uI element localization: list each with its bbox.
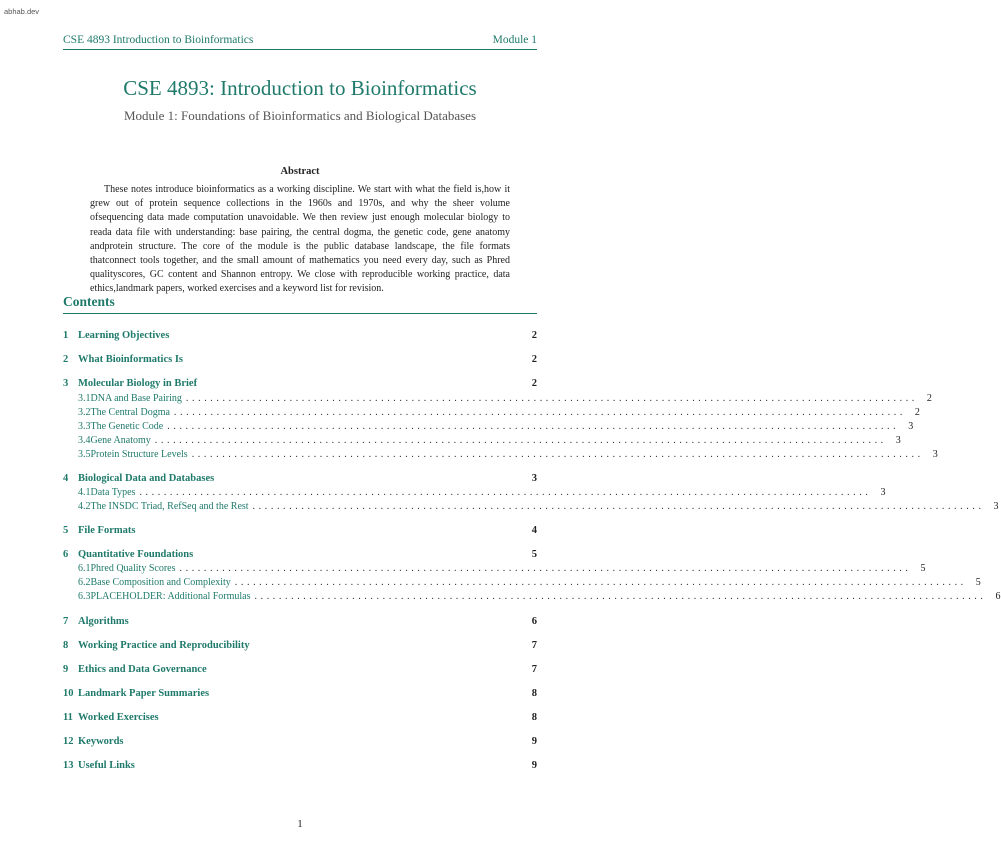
toc-entry-title: Learning Objectives — [78, 330, 170, 341]
toc-entry-number: 13 — [63, 760, 74, 771]
toc-section-entry[interactable] — [63, 664, 537, 675]
toc-subsection-entry[interactable] — [63, 407, 920, 418]
toc-entry-number: 8 — [63, 640, 69, 651]
toc-entry-page: 2 — [531, 378, 537, 389]
toc-entry-number: 11 — [63, 712, 73, 723]
toc-entry-number: 10 — [63, 688, 74, 699]
running-head-left: CSE 4893 Introduction to Bioinformatics — [63, 34, 254, 46]
toc-entry-title: The Genetic Code — [90, 421, 164, 432]
toc-entry-page: 3 — [908, 421, 914, 432]
toc-entry-title: File Formats — [78, 525, 136, 536]
toc-entry-title: What Bioinformatics Is — [78, 354, 183, 365]
toc-entry-page: 5 — [531, 549, 537, 560]
toc-entry-page: 6 — [531, 616, 537, 627]
toc-entry-title: Gene Anatomy — [90, 435, 151, 446]
toc-leader-dots: ........................................................................................................................ — [191, 449, 924, 460]
toc-entry-title: Quantitative Foundations — [78, 549, 194, 560]
toc-entry-number: 12 — [63, 736, 74, 747]
toc-entry-number: 3.2 — [78, 407, 91, 418]
toc-entry-title: Biological Data and Databases — [78, 473, 215, 484]
toc-entry-title: Protein Structure Levels — [90, 449, 188, 460]
toc-subsection-entry[interactable] — [63, 591, 1001, 602]
toc-entry-page: 7 — [531, 664, 537, 675]
toc-entry-title: Landmark Paper Summaries — [78, 688, 210, 699]
document-title: CSE 4893: Introduction to Bioinformatics — [123, 76, 477, 100]
toc-leader-dots: ........................................................................................................................ — [254, 591, 987, 602]
toc-entry-number: 3.3 — [78, 421, 91, 432]
toc-entry-title: Phred Quality Scores — [90, 563, 176, 574]
page-number: 1 — [297, 818, 303, 830]
running-head-right: Module 1 — [492, 34, 537, 46]
toc-section-entry[interactable] — [63, 736, 537, 747]
abstract-body: These notes introduce bioinformatics as a working discipline. We start with what the field is,how it grew out of protein sequence collections in the 1960s and 1970s, and why the sheer volume ofsequencing data made computation unavoidable. We then review just enough molecular biology to reada data file with understanding: base pairing, the central dogma, the genetic code, gene anatomy andprotein structure. The core of the module is the public database landscape, the file formats thatconnect tools together, and the small amount of mathematics you need every day, such as Phred qualityscores, GC content and Shannon entropy. We close with reproducible working practice, data ethics,landmark papers, worked exercises and a keyword list for revision. — [90, 184, 510, 295]
toc-entry-number: 6.1 — [78, 563, 91, 574]
toc-entry-number: 3.1 — [78, 393, 91, 404]
running-head — [63, 34, 537, 50]
toc-leader-dots: ........................................................................................................................ — [167, 421, 900, 432]
toc-section-entry[interactable] — [63, 330, 537, 341]
toc-leader-dots: ........................................................................................................................ — [179, 563, 912, 574]
watermark: abhab.dev — [4, 7, 40, 16]
toc-entry-page: 2 — [914, 407, 920, 418]
toc-section-entry[interactable] — [63, 473, 537, 484]
toc-entry-number: 1 — [63, 330, 69, 341]
toc-entry-number: 4.2 — [78, 501, 91, 512]
abstract-heading: Abstract — [280, 166, 320, 177]
toc-entry-title: Working Practice and Reproducibility — [78, 640, 250, 651]
toc-entry-title: Useful Links — [78, 760, 135, 771]
toc-entry-page: 2 — [926, 393, 932, 404]
toc-entry-page: 3 — [932, 449, 938, 460]
toc-section-entry[interactable] — [63, 378, 537, 389]
toc-subsection-entry[interactable] — [63, 435, 901, 446]
document-subtitle: Module 1: Foundations of Bioinformatics and Biological Databases — [123, 108, 477, 123]
toc-entry-number: 3.5 — [78, 449, 91, 460]
toc-entry-title: The Central Dogma — [90, 407, 170, 418]
toc-entry-number: 3.4 — [78, 435, 91, 446]
toc-subsection-entry[interactable] — [63, 487, 886, 498]
toc-entry-page: 7 — [531, 640, 537, 651]
toc-leader-dots: ........................................................................................................................ — [234, 577, 967, 588]
toc-entry-number: 6.3 — [78, 591, 91, 602]
toc-entry-page: 3 — [531, 473, 537, 484]
toc-entry-title: Keywords — [78, 736, 124, 747]
toc-entry-page: 4 — [531, 525, 537, 536]
toc-entry-number: 6.2 — [78, 577, 91, 588]
toc-entry-number: 7 — [63, 616, 69, 627]
toc-entry-page: 9 — [531, 760, 537, 771]
toc-subsection-entry[interactable] — [63, 563, 926, 574]
toc-entry-title: Data Types — [90, 487, 136, 498]
toc-entry-number: 4 — [63, 473, 69, 484]
toc-entry-title: DNA and Base Pairing — [90, 393, 182, 404]
toc-entry-page: 9 — [531, 736, 537, 747]
toc-entry-number: 3 — [63, 378, 69, 389]
toc-entry-page: 2 — [531, 354, 537, 365]
toc-subsection-entry[interactable] — [63, 421, 914, 432]
toc-entry-title: Ethics and Data Governance — [78, 664, 207, 675]
toc-section-entry[interactable] — [63, 640, 537, 651]
toc-entry-page: 2 — [531, 330, 537, 341]
toc-entry-number: 2 — [63, 354, 69, 365]
toc-subsection-entry[interactable] — [63, 393, 932, 404]
contents-heading: Contents — [63, 294, 537, 314]
toc-subsection-entry[interactable] — [63, 577, 981, 588]
toc-leader-dots: ........................................................................................................................ — [173, 407, 906, 418]
toc-subsection-entry[interactable] — [63, 449, 938, 460]
toc-entry-number: 6 — [63, 549, 69, 560]
toc-entry-page: 3 — [880, 487, 886, 498]
toc-entry-title: The INSDC Triad, RefSeq and the Rest — [90, 501, 249, 512]
toc-entry-title: Algorithms — [78, 616, 129, 627]
toc-entry-page: 5 — [975, 577, 981, 588]
toc-entry-number: 9 — [63, 664, 69, 675]
toc-entry-number: 5 — [63, 525, 69, 536]
toc-section-entry[interactable] — [63, 525, 537, 536]
toc-entry-page: 3 — [895, 435, 901, 446]
toc-entry-number: 4.1 — [78, 487, 91, 498]
toc-entry-page: 5 — [920, 563, 926, 574]
toc-entry-page: 8 — [531, 688, 537, 699]
toc-leader-dots: ........................................................................................................................ — [139, 487, 872, 498]
toc-section-entry[interactable] — [63, 712, 537, 723]
toc-subsection-entry[interactable] — [63, 501, 999, 512]
toc-entry-title: Molecular Biology in Brief — [78, 378, 198, 389]
toc-entry-title: Worked Exercises — [78, 712, 159, 723]
toc-leader-dots: ........................................................................................................................ — [185, 393, 918, 404]
toc-section-entry[interactable] — [63, 616, 537, 627]
toc-entry-title: Base Composition and Complexity — [90, 577, 231, 588]
toc-section-entry[interactable] — [63, 549, 537, 560]
toc-section-entry[interactable] — [63, 354, 537, 365]
toc-leader-dots: ........................................................................................................................ — [252, 501, 985, 512]
toc-entry-page: 3 — [993, 501, 999, 512]
toc-entry-page: 6 — [995, 591, 1001, 602]
toc-entry-title: PLACEHOLDER: Additional Formulas — [90, 591, 251, 602]
toc-section-entry[interactable] — [63, 760, 537, 771]
toc-entry-page: 8 — [531, 712, 537, 723]
toc-leader-dots: ........................................................................................................................ — [154, 435, 887, 446]
toc-section-entry[interactable] — [63, 688, 537, 699]
